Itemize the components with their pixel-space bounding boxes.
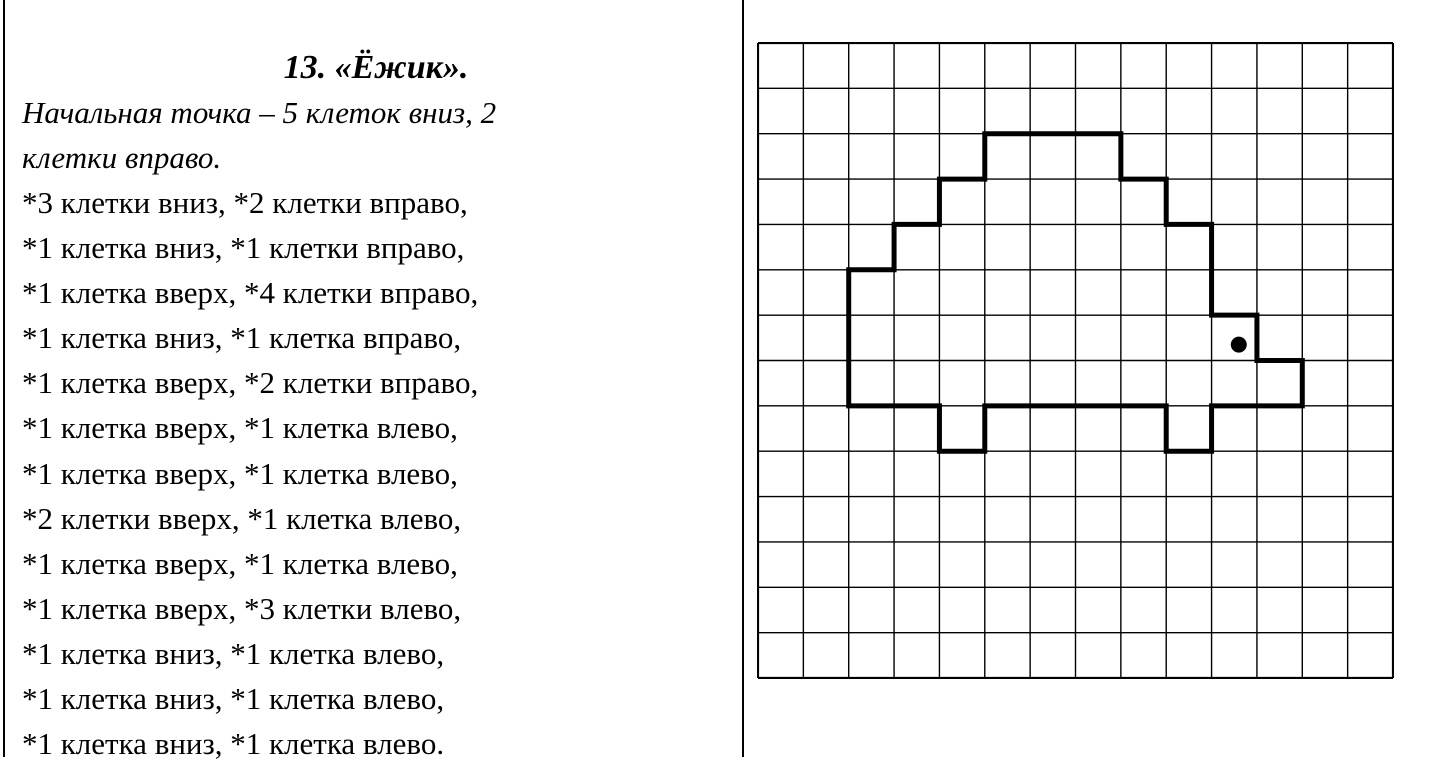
intro-line-2: клетки вправо. — [22, 140, 222, 175]
steps-list — [22, 180, 732, 766]
hedgehog-eye-dot — [1231, 337, 1247, 353]
intro-line-1: Начальная точка – 5 клеток вниз, 2 — [22, 95, 497, 130]
step-item: *1 клетка вверх, *1 клетка влево, — [22, 545, 458, 581]
step-item: *1 клетка вверх, *3 клетки влево, — [22, 590, 462, 626]
step-item: *1 клетка вниз, *1 клетка влево, — [22, 681, 445, 717]
step-item: *1 клетка вверх, *4 клетки вправо, — [22, 275, 479, 311]
page-left-border — [3, 0, 5, 757]
step-item: *1 клетка вниз, *1 клетки вправо, — [22, 230, 465, 266]
step-item: *2 клетки вверх, *1 клетка влево, — [22, 500, 462, 536]
column-divider — [742, 0, 744, 757]
grid-canvas — [757, 42, 1394, 679]
step-item: *1 клетка вверх, *1 клетка влево, — [22, 455, 458, 491]
step-item: *3 клетки вниз, *2 клетки вправо, — [22, 185, 468, 220]
step-item: *1 клетка вверх, *1 клетка влево, — [22, 410, 458, 446]
task-title: 13. «Ёжик». — [283, 49, 469, 86]
step-item: *1 клетка вниз, *1 клетка влево. — [22, 726, 445, 762]
instructions-panel — [22, 46, 732, 766]
step-item: *1 клетка вверх, *2 клетки вправо, — [22, 365, 479, 401]
step-item: *1 клетка вниз, *1 клетка вправо, — [22, 320, 462, 356]
step-item: *1 клетка вниз, *1 клетка влево, — [22, 635, 445, 671]
graph-paper-grid — [757, 42, 1394, 679]
